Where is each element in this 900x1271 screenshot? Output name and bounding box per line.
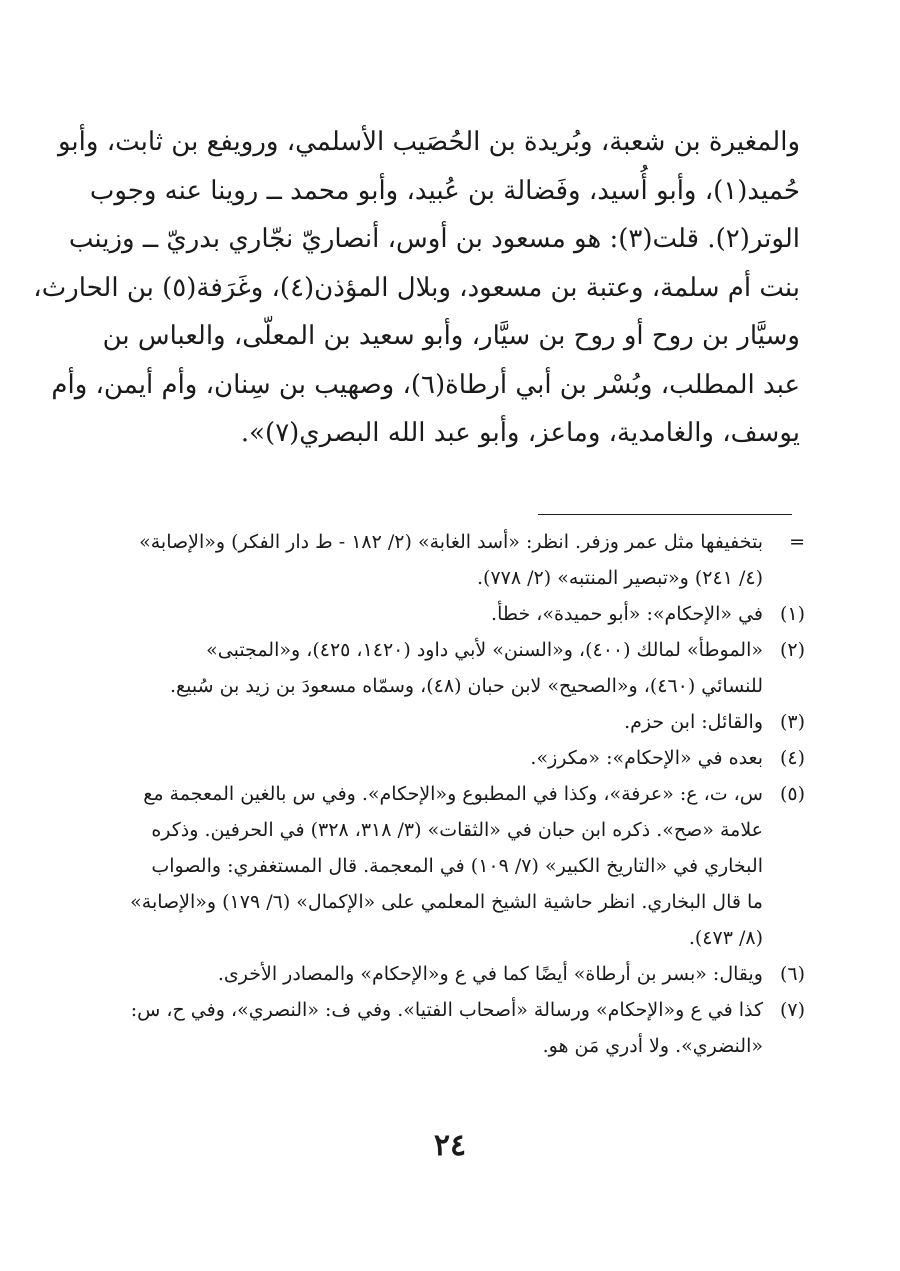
footnote-line: بعده في «الإحكام»: «مكرز». — [530, 747, 763, 769]
footnotes-block — [100, 524, 805, 1064]
footnote-line: «الموطأ» لمالك (٤٠٠)، و«السنن» لأبي داود (١٤٢٠، ٤٢٥)، و«المجتبى» — [206, 639, 763, 661]
footnote-line: بتخفيفها مثل عمر وزفر. انظر: «أسد الغابة» (٢/ ١٨٢ - ط دار الفكر) و«الإصابة» — [139, 531, 763, 553]
main-text-line: يوسف، والغامدية، وماعز، وأبو عبد الله البصري(٧)». — [240, 418, 800, 448]
main-text-block — [33, 118, 800, 458]
footnote-marker: (٥) — [779, 783, 805, 805]
footnote-text — [100, 632, 763, 704]
footnote-line: (٨/ ٤٧٣). — [688, 927, 763, 949]
footnote-7 — [100, 992, 805, 1064]
footnote-text — [100, 956, 763, 992]
footnote-continuation — [100, 524, 805, 596]
footnote-marker: (٦) — [779, 963, 805, 985]
footnote-line: ويقال: «بسر بن أرطاة» أيضًا كما في ع و«الإحكام» والمصادر الأخرى. — [217, 963, 763, 985]
footnote-marker: (٢) — [779, 639, 805, 661]
footnote-line: البخاري في «التاريخ الكبير» (٧/ ١٠٩) في المعجمة. قال المستغفري: والصواب — [151, 855, 763, 877]
footnote-line: كذا في ع و«الإحكام» ورسالة «أصحاب الفتيا». وفي ف: «النصري»، وفي ح، س: — [130, 999, 763, 1021]
main-text-line: الوتر(٢). قلت(٣): هو مسعود بن أوس، أنصاريّ نجّاري بدريّ ــ وزينب — [68, 224, 800, 254]
footnote-text — [100, 992, 763, 1064]
footnote-text — [100, 740, 763, 776]
footnote-line: س، ت، ع: «عرفة»، وكذا في المطبوع و«الإحكام». وفي س بالغين المعجمة مع — [143, 783, 763, 805]
footnote-3 — [100, 704, 805, 740]
footnote-text — [100, 524, 763, 596]
footnote-text — [100, 596, 763, 632]
footnote-marker: = — [789, 531, 805, 553]
footnote-6 — [100, 956, 805, 992]
footnote-marker: (٧) — [779, 999, 805, 1021]
footnote-2 — [100, 632, 805, 704]
footnote-line: للنسائي (٤٦٠)، و«الصحيح» لابن حبان (٤٨)، وسمّاه مسعودَ بن زيد بن سُبيع. — [170, 675, 763, 697]
footnote-5 — [100, 776, 805, 956]
main-text-line: والمغيرة بن شعبة، وبُريدة بن الحُصَيب الأسلمي، ورويفع بن ثابت، وأبو — [57, 127, 800, 157]
page-number: ٢٤ — [433, 1128, 467, 1163]
footnote-marker: (٣) — [779, 711, 805, 733]
footnote-marker: (٤) — [779, 747, 805, 769]
footnote-line: (٤/ ٢٤١) و«تبصير المنتبه» (٢/ ٧٧٨). — [477, 567, 763, 589]
main-text-line: وسيَّار بن روح أو روح بن سيَّار، وأبو سعيد بن المعلّى، والعباس بن — [102, 321, 800, 351]
footnote-line: علامة «صح». ذكره ابن حبان في «الثقات» (٣/ ٣١٨، ٣٢٨) في الحرفين. وذكره — [151, 819, 763, 841]
main-text-line: عبد المطلب، وبُسْر بن أبي أرطاة(٦)، وصهيب بن سِنان، وأم أيمن، وأم — [51, 369, 800, 400]
footnote-1 — [100, 596, 805, 632]
main-text-line: حُميد(١)، وأبو أُسيد، وفَضالة بن عُبيد، وأبو محمد ــ روينا عنه وجوب — [89, 175, 800, 206]
footnote-line: والقائل: ابن حزم. — [624, 711, 763, 733]
footnote-line: في «الإحكام»: «أبو حميدة»، خطأ. — [491, 603, 763, 625]
main-text-line: بنت أم سلمة، وعتبة بن مسعود، وبلال المؤذن(٤)، وغَرَفة(٥) بن الحارث، — [33, 272, 800, 303]
footnote-text — [100, 704, 763, 740]
footnote-line: ما قال البخاري. انظر حاشية الشيخ المعلمي على «الإكمال» (٦/ ١٧٩) و«الإصابة» — [130, 891, 763, 913]
footnote-marker: (١) — [779, 603, 805, 625]
footnote-separator-rule — [538, 514, 792, 515]
footnote-line: «النضري». ولا أدري مَن هو. — [542, 1035, 763, 1057]
footnote-text — [100, 776, 763, 956]
footnote-4 — [100, 740, 805, 776]
